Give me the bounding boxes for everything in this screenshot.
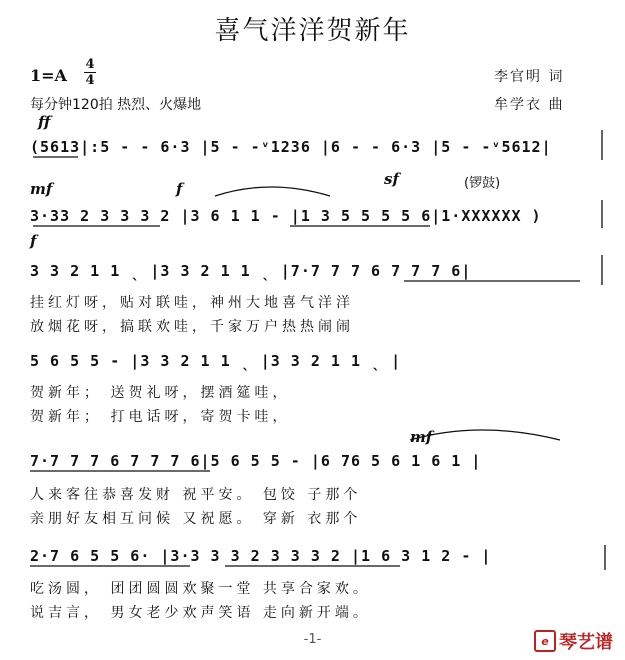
score-line-6: 2·7 6 5 5 6· |3·3 3 3 2 3 3 3 2 |1 6 3 1 2 - | — [30, 547, 492, 565]
logo-text: 琴艺谱 — [559, 632, 613, 653]
tempo-marking: 每分钟120拍 热烈、火爆地 — [30, 97, 202, 113]
lyricist-credit: 李官明 词 — [494, 69, 565, 85]
slur-line5 — [410, 430, 560, 440]
key-signature: 1=A — [30, 66, 67, 85]
dynamic-sf: sf — [384, 170, 399, 188]
time-signature-bottom: 4 — [85, 73, 95, 88]
lyrics-verse1-row4: 吃汤圆， 团团圆圆欢聚一堂 共享合家欢。 — [30, 581, 371, 597]
lyrics-verse1-row2: 贺新年； 送贺礼呀，摆酒筵哇， — [30, 385, 291, 401]
page-number: -1- — [303, 632, 322, 647]
logo-icon: e — [534, 630, 556, 652]
site-logo — [534, 628, 613, 654]
score-line-3: 3 3 2 1 1 ˎ |3 3 2 1 1 ˎ |7·7 7 7 6 7 7 7 6| — [30, 262, 472, 280]
dynamic-f: f — [176, 180, 183, 198]
lyrics-verse2-row3: 亲朋好友相互问候 又祝愿。 穿新 衣那个 — [30, 511, 362, 527]
percussion-annotation: (锣鼓) — [464, 176, 501, 191]
lyrics-verse1-row1: 挂红灯呀，贴对联哇，神州大地喜气洋洋 — [30, 295, 354, 311]
lyrics-verse1-row3: 人来客往恭喜发财 祝平安。 包饺 子那个 — [30, 487, 362, 503]
time-signature-top: 4 — [85, 57, 95, 72]
song-title: 喜气洋洋贺新年 — [214, 16, 411, 46]
lyrics-verse2-row2: 贺新年； 打电话呀，寄贺卡哇， — [30, 409, 291, 425]
dynamic-ff: ff — [38, 113, 51, 131]
score-line-5: 7·7 7 7 6 7 7 7 6|5 6 5 5 - |6 76 5 6 1 6 1 | — [30, 452, 482, 470]
score-line-2: 3·33 2 3 3 3 2 |3 6 1 1 - |1 3 5 5 5 5 6|1·XXXXXX ) — [30, 207, 542, 225]
dynamic-mf-2: mf — [410, 428, 433, 446]
lyrics-verse2-row4: 说吉言， 男女老少欢声笑语 走向新开端。 — [30, 605, 371, 621]
dynamic-f-2: f — [30, 232, 37, 250]
score-line-4: 5 6 5 5 - |3 3 2 1 1 ˎ |3 3 2 1 1 ˎ | — [30, 352, 402, 370]
slur-line2 — [215, 187, 330, 196]
score-line-1: (5613|:5 - - 6·3 |5 - -ᵛ1236 |6 - - 6·3 |5 - -ᵛ5612| — [30, 138, 552, 156]
dynamic-mf: mf — [30, 180, 53, 198]
bar-lines-right — [602, 130, 605, 570]
composer-credit: 牟学衣 曲 — [494, 97, 565, 113]
lyrics-verse2-row1: 放烟花呀，搞联欢哇，千家万户热热闹闹 — [30, 319, 354, 335]
